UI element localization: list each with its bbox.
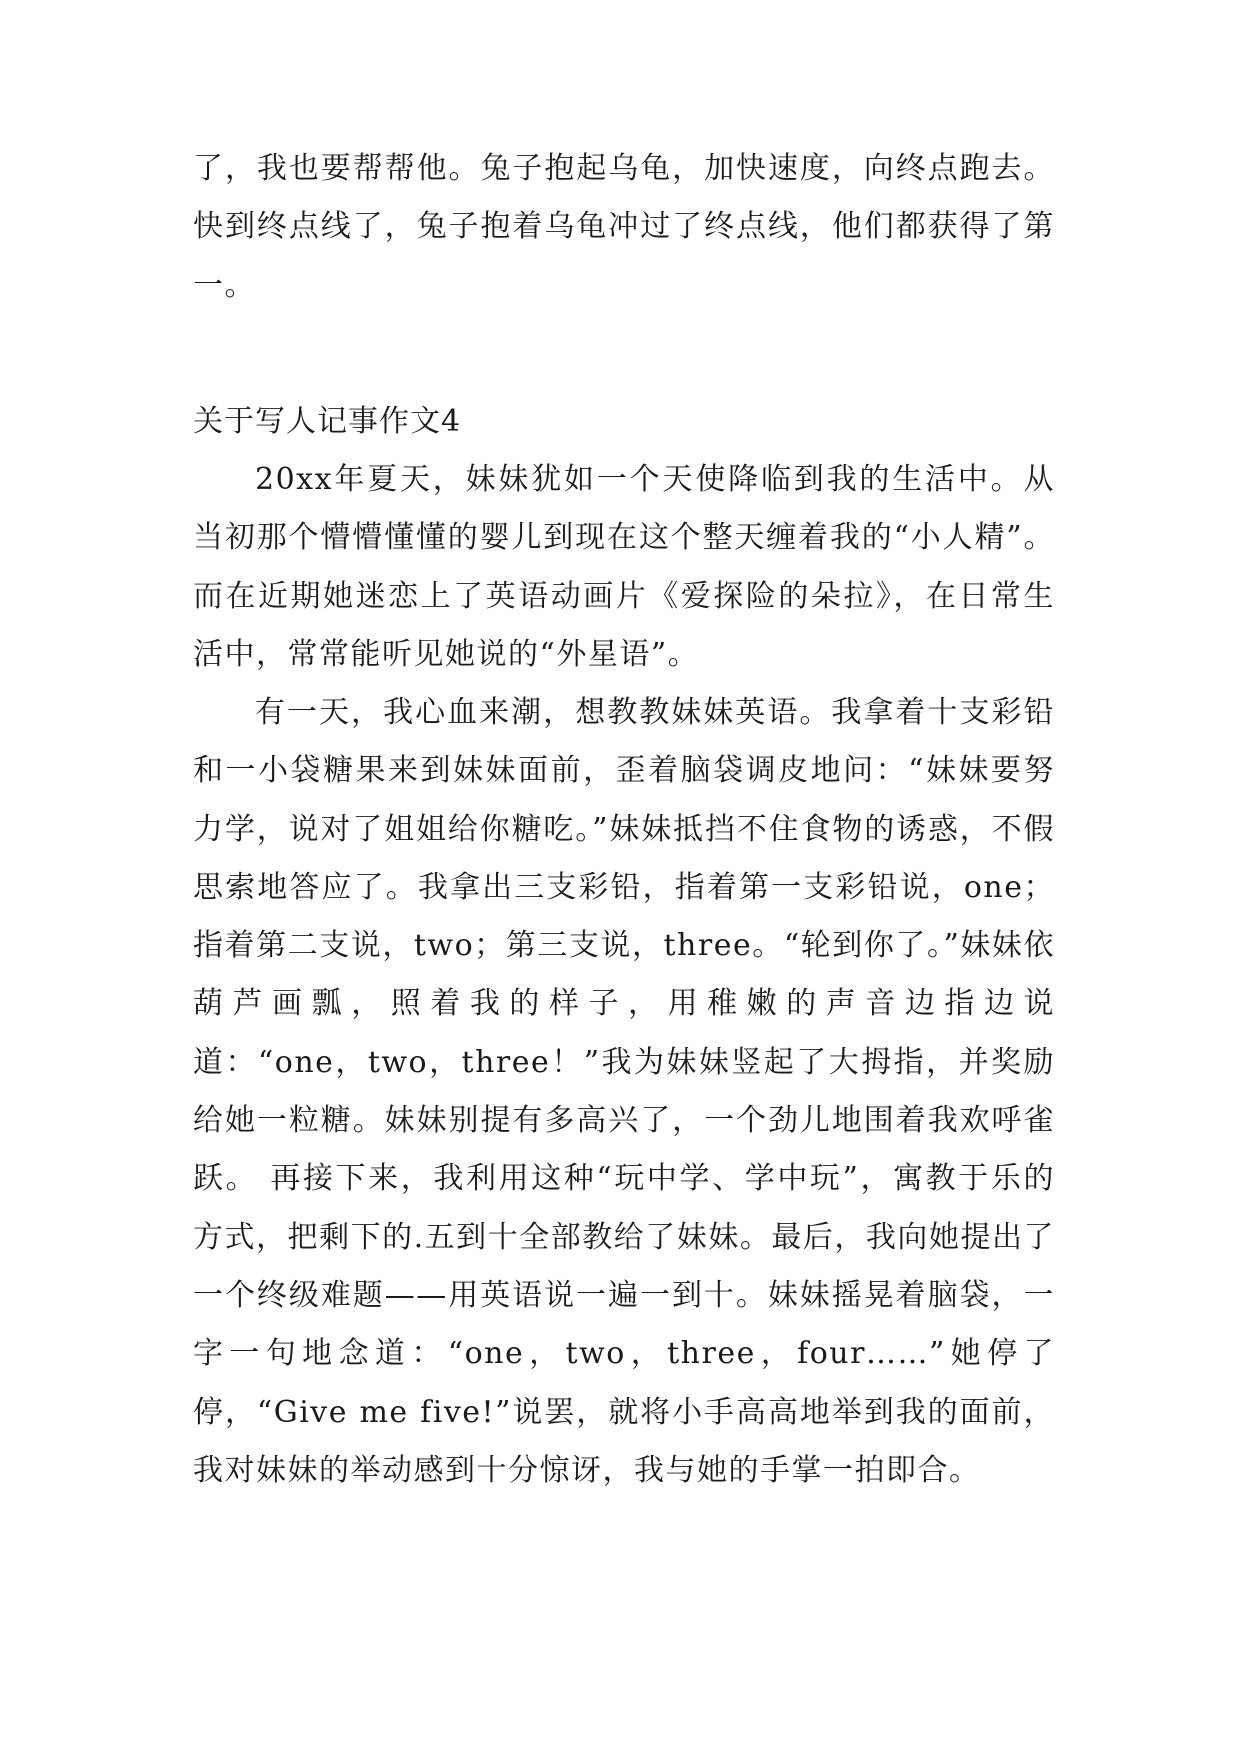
continuation-paragraph: 了，我也要帮帮他。兔子抱起乌龟，加快速度，向终点跑去。快到终点线了，兔子抱着乌龟冲过了终点线，他们都获得了第一。 [193, 151, 1055, 303]
paragraph-2: 有一天，我心血来潮，想教教妹妹英语。我拿着十支彩铅和一小袋糖果来到妹妹面前，歪着脑袋调皮地问：“妹妹要努力学，说对了姐姐给你糖吃。”妹妹抵挡不住食物的诱惑，不假思索地答应了。我拿出三支彩铅，指着第一支彩铅说，one；指着第二支说，two；第三支说，three。“轮到你了。”妹妹依葫芦画瓢，照着我的样子，用稚嫩的声音边指边说道：“one，two，three！”我为妹妹竖起了大拇指，并奖励给她一粒糖。妹妹别提有多高兴了，一个劲儿地围着我欢呼雀跃。 再接下来，我利用这种“玩中学、学中玩”，寓教于乐的方式，把剩下的.五到十全部教给了妹妹。最后，我向她提出了一个终级难题——用英语说一遍一到十。妹妹摇晃着脑袋，一字一句地念道：“one，two，three，four……”她停了停，“Give me five!”说罢，就将小手高高地举到我的面前，我对妹妹的举动感到十分惊讶，我与她的手掌一拍即合。 [193, 695, 1055, 1488]
essay-heading: 关于写人记事作文4 [193, 404, 462, 439]
paragraph-1: 20xx年夏天，妹妹犹如一个天使降临到我的生活中。从当初那个懵懵懂懂的婴儿到现在这个整天缠着我的“小人精”。而在近期她迷恋上了英语动画片《爱探险的朵拉》，在日常生活中，常常能听见她说的“外星语”。 [193, 462, 1055, 672]
